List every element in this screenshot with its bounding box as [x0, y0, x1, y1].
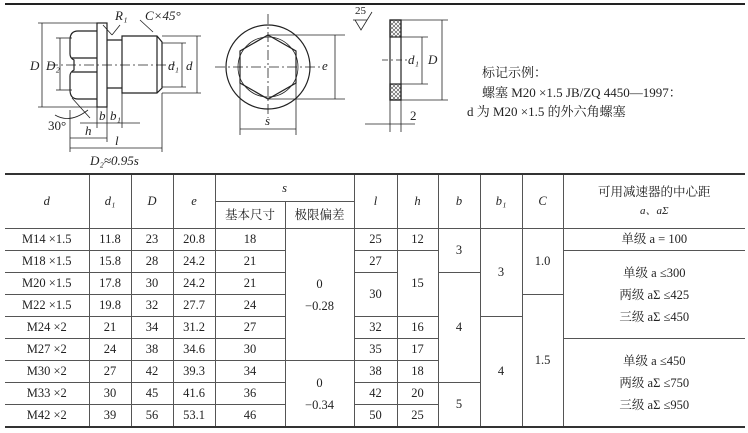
cell-h	[397, 361, 438, 383]
cell-line: 35	[369, 342, 382, 356]
cell-line: 三级 aΣ ≤950	[619, 397, 690, 412]
cell-s-tol	[285, 229, 354, 361]
cell-e: 20.8	[173, 229, 215, 251]
cell-h	[397, 339, 438, 361]
label-washer-D: D	[428, 52, 438, 67]
cell-e: 41.6	[173, 383, 215, 405]
cell-b1	[480, 229, 522, 317]
cell-line: −0.34	[305, 397, 334, 412]
cell-e: 27.7	[173, 295, 215, 317]
cell-line: 1.5	[534, 353, 551, 367]
cell-d: M42 ×2	[5, 405, 89, 428]
cell-line: 16	[411, 320, 424, 334]
cell-l	[354, 339, 397, 361]
cell-d1: 21	[89, 317, 131, 339]
cell-D: 45	[131, 383, 173, 405]
cell-d: M18 ×1.5	[5, 251, 89, 273]
cell-D: 42	[131, 361, 173, 383]
header-e: e	[173, 174, 215, 229]
cell-a	[563, 251, 745, 339]
cell-D: 56	[131, 405, 173, 428]
header-center-distance-title: 可用减速器的中心距	[597, 184, 711, 199]
cell-h	[397, 405, 438, 428]
cell-C	[522, 229, 563, 295]
label-l: l	[115, 133, 119, 148]
cell-d: M22 ×1.5	[5, 295, 89, 317]
cell-line: 50	[369, 408, 382, 422]
cell-d: M27 ×2	[5, 339, 89, 361]
header-center-distance-symbols: a、aΣ	[639, 204, 669, 217]
cell-line: 27	[369, 254, 382, 268]
cell-d: M24 ×2	[5, 317, 89, 339]
cell-line: 单级 a = 100	[621, 232, 688, 246]
cell-a	[563, 339, 745, 428]
cell-line: 两级 aΣ ≤750	[619, 375, 690, 390]
label-D2: D₂	[46, 58, 60, 73]
cell-D: 34	[131, 317, 173, 339]
cell-line: 42	[369, 386, 382, 400]
cell-e: 39.3	[173, 361, 215, 383]
cell-line: 4	[455, 320, 463, 334]
cell-line: 12	[411, 232, 424, 246]
header-d1: d₁	[89, 174, 131, 229]
top-view	[215, 14, 345, 135]
cell-line: 4	[497, 364, 505, 378]
label-s: s	[265, 113, 271, 128]
cell-e: 24.2	[173, 273, 215, 295]
cell-d1: 19.8	[89, 295, 131, 317]
label-chamfer: C×45°	[145, 8, 181, 23]
roughness-value: 25	[355, 5, 366, 17]
cell-e: 53.1	[173, 405, 215, 428]
cell-d: M33 ×2	[5, 383, 89, 405]
cell-line: 3	[497, 265, 505, 279]
cell-line: 25	[411, 408, 424, 422]
cell-s: 46	[215, 405, 285, 428]
cell-line: 30	[369, 287, 382, 301]
drain-plug-spec-table	[5, 173, 745, 428]
cell-line: 18	[411, 364, 424, 378]
cell-line: 单级 a ≤450	[623, 353, 686, 368]
cell-e: 24.2	[173, 251, 215, 273]
header-d: d	[5, 174, 89, 229]
cell-line: 17	[411, 342, 424, 356]
label-e: e	[322, 58, 328, 73]
table-row	[5, 251, 745, 273]
cell-s: 18	[215, 229, 285, 251]
cell-l	[354, 229, 397, 251]
cell-D: 30	[131, 273, 173, 295]
cell-d1: 30	[89, 383, 131, 405]
header-s-tolerance: 极限偏差	[285, 202, 354, 229]
cell-line: 三级 aΣ ≤450	[619, 309, 690, 324]
cell-line: 15	[411, 276, 424, 290]
cell-d: M20 ×1.5	[5, 273, 89, 295]
cell-e: 34.6	[173, 339, 215, 361]
cell-s: 34	[215, 361, 285, 383]
table-row	[5, 229, 745, 251]
cell-line: 1.0	[534, 254, 551, 268]
cell-line: 25	[369, 232, 382, 246]
label-h: h	[85, 123, 92, 138]
label-angle: 30°	[48, 118, 67, 133]
cell-line: 38	[369, 364, 382, 378]
label-D2-formula: D₂≈0.95s	[90, 153, 139, 168]
header-center-distance	[563, 174, 745, 229]
washer-view	[353, 12, 448, 132]
cell-D: 38	[131, 339, 173, 361]
cell-line: 3	[455, 243, 463, 257]
cell-line: 20	[411, 386, 424, 400]
header-D: D	[131, 174, 173, 229]
cell-d1: 24	[89, 339, 131, 361]
cell-d1: 15.8	[89, 251, 131, 273]
cell-s: 24	[215, 295, 285, 317]
cell-d: M30 ×2	[5, 361, 89, 383]
cell-b	[438, 383, 480, 428]
cell-e: 31.2	[173, 317, 215, 339]
header-row	[5, 174, 745, 202]
header-s-basic: 基本尺寸	[215, 202, 285, 229]
cell-h	[397, 229, 438, 251]
label-d1: d₁	[168, 58, 180, 73]
cell-a	[563, 229, 745, 251]
cell-l	[354, 251, 397, 273]
cell-C	[522, 295, 563, 428]
cell-l	[354, 405, 397, 428]
cell-D: 28	[131, 251, 173, 273]
cell-l	[354, 383, 397, 405]
cell-line: 0	[316, 276, 323, 291]
label-washer-d1: d₁	[408, 52, 420, 67]
header-h: h	[397, 174, 438, 229]
cell-D: 32	[131, 295, 173, 317]
cell-l	[354, 317, 397, 339]
cell-line: 32	[369, 320, 382, 334]
cell-d: M14 ×1.5	[5, 229, 89, 251]
marking-example-line2: d 为 M20 ×1.5 的外六角螺塞	[467, 104, 626, 119]
header-s: s	[215, 174, 354, 202]
marking-example-line1: 螺塞 M20 ×1.5 JB/ZQ 4450—1997：	[482, 85, 682, 100]
label-b1: b₁	[110, 108, 122, 123]
cell-d1: 27	[89, 361, 131, 383]
cell-line: 单级 a ≤300	[623, 265, 686, 280]
cell-d1: 39	[89, 405, 131, 428]
cell-s: 21	[215, 251, 285, 273]
cell-h	[397, 251, 438, 317]
cell-line: −0.28	[305, 298, 334, 313]
cell-l	[354, 273, 397, 317]
label-R1: R₁	[115, 8, 128, 23]
label-D: D	[30, 58, 40, 73]
label-d: d	[186, 58, 193, 73]
cell-line: 0	[316, 375, 323, 390]
cell-b1	[480, 317, 522, 428]
cell-d1: 17.8	[89, 273, 131, 295]
cell-s-tol	[285, 361, 354, 428]
header-b: b	[438, 174, 480, 229]
header-b1: b₁	[480, 174, 522, 229]
cell-s: 21	[215, 273, 285, 295]
cell-line: 两级 aΣ ≤425	[619, 287, 690, 302]
cell-b	[438, 273, 480, 383]
cell-l	[354, 361, 397, 383]
cell-d1: 11.8	[89, 229, 131, 251]
header-l: l	[354, 174, 397, 229]
cell-s: 36	[215, 383, 285, 405]
cell-b	[438, 229, 480, 273]
cell-s: 27	[215, 317, 285, 339]
table-row	[5, 339, 745, 361]
label-washer-thickness: 2	[410, 108, 417, 123]
cell-h	[397, 383, 438, 405]
cell-line: 5	[455, 397, 463, 411]
label-b: b	[99, 108, 106, 123]
cell-D: 23	[131, 229, 173, 251]
header-C: C	[522, 174, 563, 229]
cell-h	[397, 317, 438, 339]
marking-example-title: 标记示例：	[482, 65, 548, 80]
cell-s: 30	[215, 339, 285, 361]
